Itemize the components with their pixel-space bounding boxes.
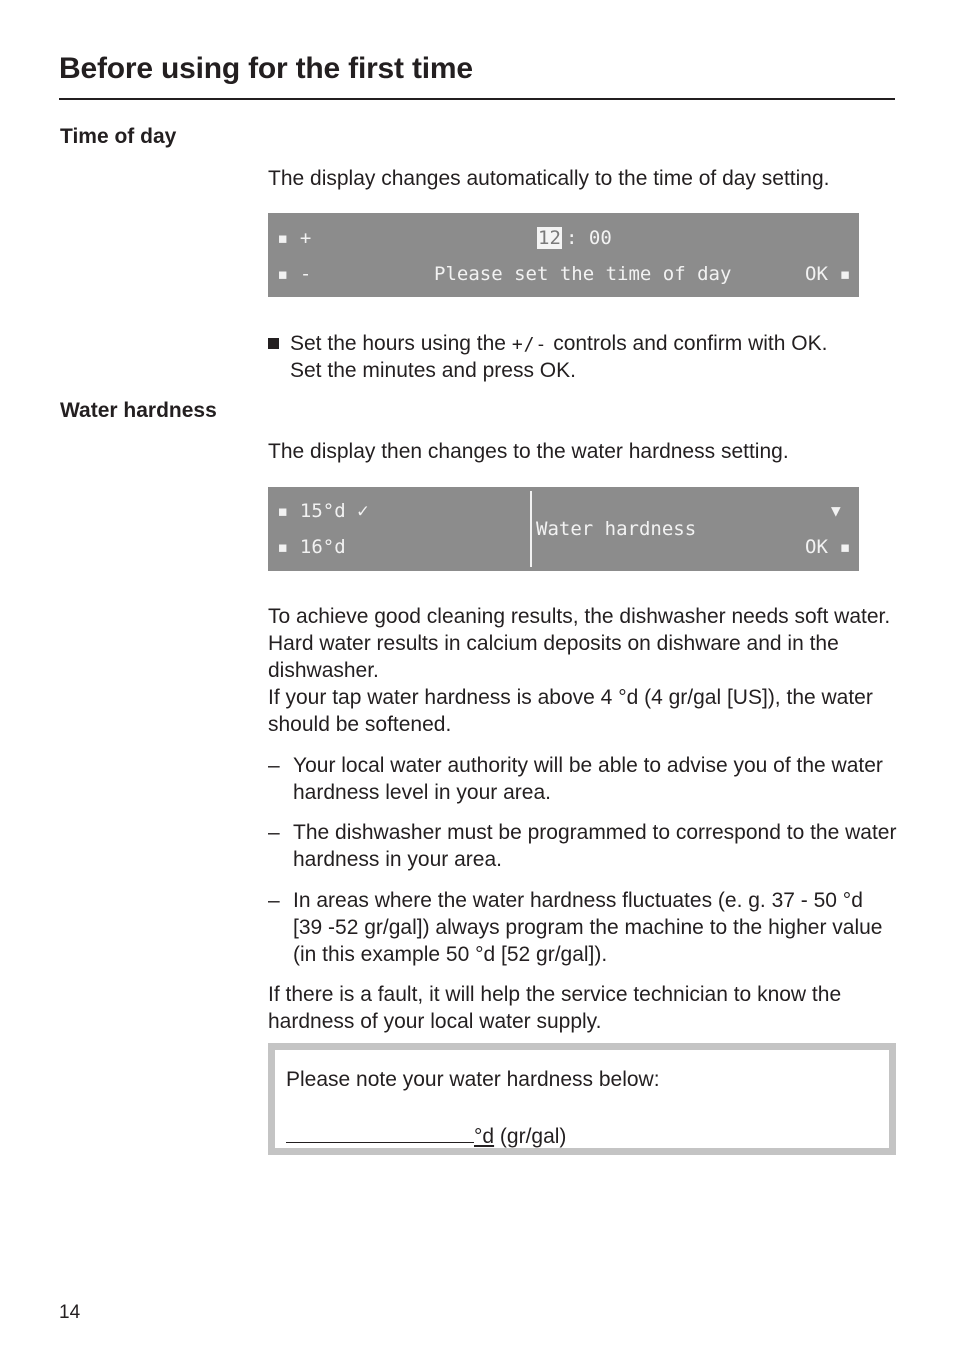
display-ok: OK ▪ (805, 263, 851, 285)
scroll-down-arrow-icon: ▼ (831, 501, 841, 520)
time-of-day-heading: Time of day (60, 125, 177, 148)
time-of-day-display (268, 213, 859, 297)
bullet-square-icon (268, 338, 279, 349)
instruction-text-end: controls and confirm with OK. (553, 332, 828, 355)
display-prompt: Please set the time of day (434, 263, 732, 285)
time-of-day-intro: The display changes automatically to the time of day setting. (268, 167, 830, 190)
display-plus-control: ▪ + (277, 227, 312, 249)
list-item: The dishwasher must be programmed to correspond to the water hardness in your area. (293, 821, 897, 871)
instruction-text-start: Set the hours using the (290, 332, 506, 355)
page-title: Before using for the first time (59, 52, 473, 85)
blank-write-in-line (286, 1121, 474, 1143)
display-option-16d: ▪ 16°d (277, 536, 346, 558)
dash-icon: – (268, 754, 280, 777)
unit-degree-d: °d (474, 1125, 495, 1148)
soft-water-paragraph: To achieve good cleaning results, the dishwasher needs soft water. Hard water results in calcium deposits on dishware and in the dishwasher. (268, 605, 891, 682)
title-divider (59, 98, 895, 100)
unit-gr-gal: (gr/gal) (494, 1125, 567, 1148)
softening-paragraph: If your tap water hardness is above 4 °d (4 gr/gal [US]), the water should be softened. (268, 686, 873, 736)
display-minus-control: ▪ - (277, 263, 312, 285)
display-ok: OK ▪ (805, 536, 851, 558)
water-hardness-intro: The display then changes to the water hardness setting. (268, 440, 789, 463)
note-prompt: Please note your water hardness below: (286, 1068, 660, 1091)
page-number: 14 (59, 1302, 81, 1323)
display-minutes: : 00 (566, 227, 612, 249)
list-item: In areas where the water hardness fluctuates (e. g. 37 - 50 °d [39 -52 gr/gal]) always program the machine to the higher value (in this example 50 °d [52 gr/gal]). (293, 889, 883, 966)
list-item: Your local water authority will be able to advise you of the water hardness level in your area. (293, 754, 883, 804)
water-hardness-note-box (268, 1043, 896, 1155)
minutes-instruction: Set the minutes and press OK. (290, 359, 576, 382)
display-option-15d: ▪ 15°d ✓ (277, 500, 369, 522)
display-divider (530, 491, 532, 567)
hours-instruction (290, 330, 827, 358)
fault-paragraph: If there is a fault, it will help the service technician to know the hardness of your local water supply. (268, 983, 842, 1033)
plus-minus-controls-icon: +/- (511, 334, 548, 355)
dash-icon: – (268, 889, 280, 912)
water-hardness-heading: Water hardness (60, 399, 217, 422)
display-water-hardness-label: Water hardness (536, 518, 697, 540)
hardness-entry-line (286, 1121, 566, 1150)
water-hardness-display (268, 487, 859, 571)
display-hours: 12 (538, 227, 561, 249)
dash-icon: – (268, 821, 280, 844)
